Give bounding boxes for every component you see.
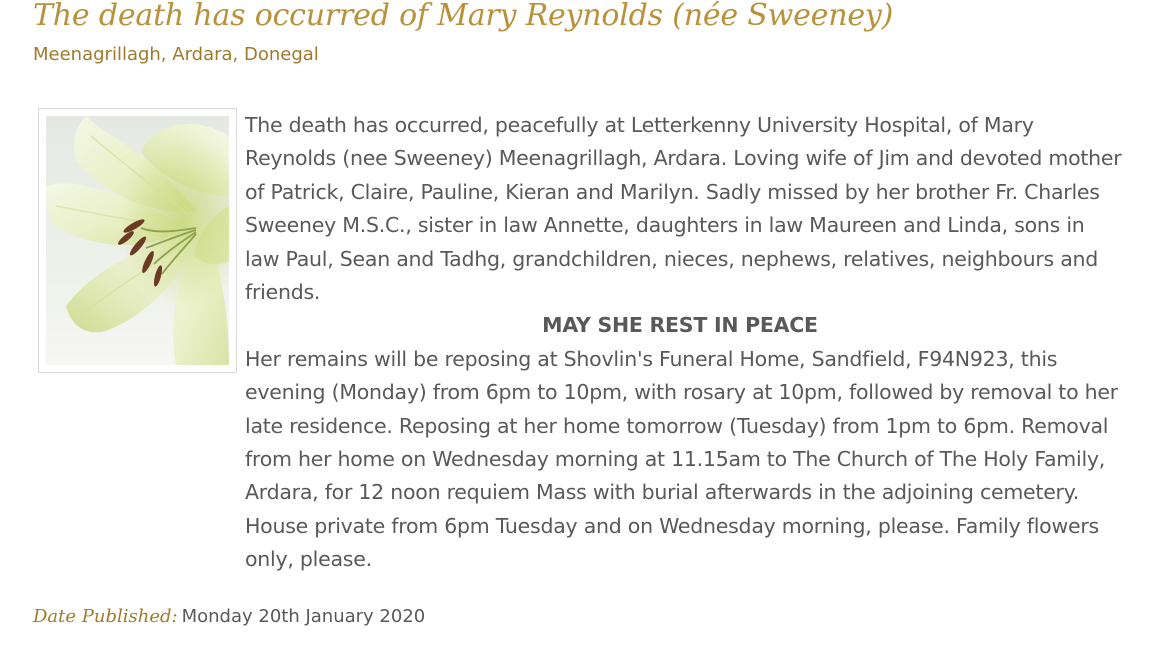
lily-photo-frame xyxy=(38,108,237,373)
notice-paragraph-2: Her remains will be reposing at Shovlin's Funeral Home, Sandfield, F94N923, this evening (Monday) from 6pm to 10pm, with rosary at 10pm, followed by removal to her late residence. Reposing at her home tomorrow (Tuesday) from 1pm to 6pm. Removal from her home on Wednesday morning at 11.15am to The Church of The Holy Family, Ardara, for 12 noon requiem Mass with burial afterwards in the adjoining cemetery. House private from 6pm Tuesday and on Wednesday morning, please. Family flowers only, please. xyxy=(245,346,1118,572)
rest-in-peace-line: MAY SHE REST IN PEACE xyxy=(542,313,818,338)
white-lily-photo xyxy=(46,116,229,365)
notice-body xyxy=(245,109,1125,577)
date-published xyxy=(33,603,425,632)
date-published-value: Monday 20th January 2020 xyxy=(181,606,426,627)
notice-paragraph-1: The death has occurred, peacefully at Letterkenny University Hospital, of Mary Reynolds (nee Sweeney) Meenagrillagh, Ardara. Loving wife of Jim and devoted mother of Patrick, Claire, Pauline, Kieran and Marilyn. Sadly missed by her brother Fr. Charles Sweeney M.S.C., sister in law Annette, daughters in law Maureen and Linda, sons in law Paul, Sean and Tadhg, grandchildren, nieces, nephews, relatives, neighbours and friends. xyxy=(245,113,1122,305)
date-published-label: Date Published: xyxy=(33,606,178,627)
notice-title: The death has occurred of Mary Reynolds (née Sweeney) xyxy=(33,0,894,33)
notice-location: Meenagrillagh, Ardara, Donegal xyxy=(33,44,319,65)
